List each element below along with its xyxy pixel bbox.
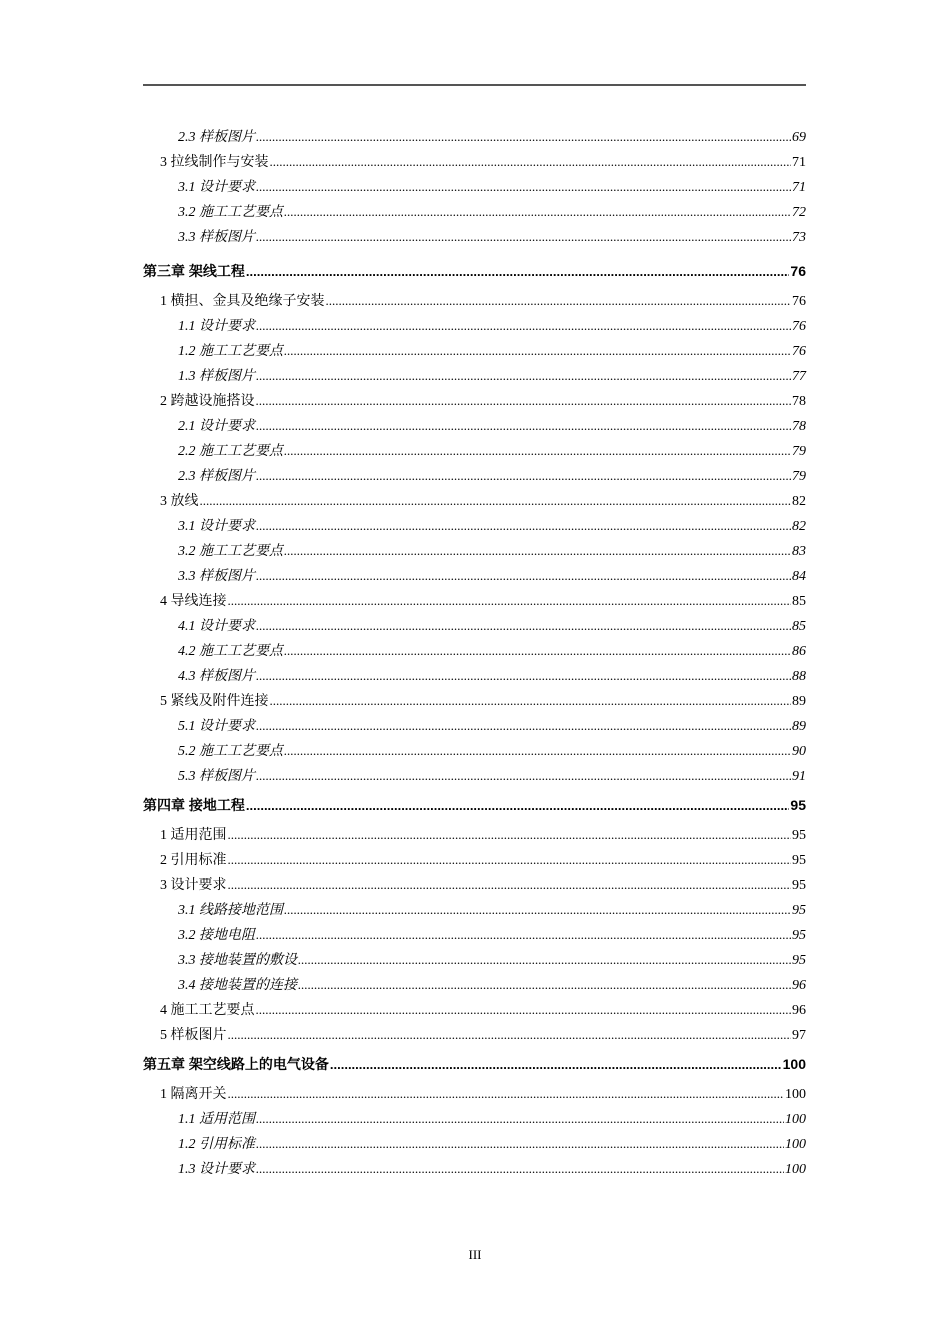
- toc-entry-page: 100: [785, 1087, 806, 1102]
- page-number: III: [468, 1247, 482, 1262]
- toc-entry-page: 95: [790, 797, 806, 813]
- toc-entry-label: 4 施工工艺要点: [160, 1003, 255, 1018]
- toc-entry-page: 95: [792, 878, 806, 893]
- toc-entry-label: 4.2 施工工艺要点: [178, 644, 283, 659]
- toc-dot-leader: [330, 1047, 782, 1082]
- toc-entry-label: 3.4 接地装置的连接: [178, 978, 297, 993]
- toc-entry-page: 96: [792, 1003, 806, 1018]
- toc-dot-leader: [228, 1022, 792, 1048]
- toc-subsection-entry[interactable]: [143, 1156, 806, 1181]
- toc-entry-label: 1 适用范围: [160, 828, 227, 843]
- toc-entry-label: 第五章 架空线路上的电气设备: [143, 1056, 329, 1072]
- toc-dot-leader: [256, 1106, 784, 1132]
- toc-entry-page: 79: [792, 444, 806, 459]
- toc-dot-leader: [284, 638, 791, 664]
- toc-entry-page: 71: [792, 180, 806, 195]
- toc-entry-page: 89: [792, 694, 806, 709]
- toc-entry-label: 5 样板图片: [160, 1028, 227, 1043]
- toc-section-entry[interactable]: [143, 1022, 806, 1047]
- toc-dot-leader: [256, 1131, 784, 1157]
- toc-entry-label: 第三章 架线工程: [143, 263, 245, 279]
- toc-section-entry[interactable]: [143, 872, 806, 897]
- toc-subsection-entry[interactable]: [143, 124, 806, 149]
- toc-entry-label: 2.3 样板图片: [178, 130, 255, 145]
- toc-entry-label: 3.2 施工工艺要点: [178, 205, 283, 220]
- toc-section-entry[interactable]: [143, 1081, 806, 1106]
- toc-dot-leader: [228, 588, 792, 614]
- toc-entry-label: 2.3 样板图片: [178, 469, 255, 484]
- toc-chapter-entry[interactable]: [143, 788, 806, 822]
- toc-dot-leader: [284, 438, 791, 464]
- toc-dot-leader: [284, 738, 791, 764]
- toc-entry-label: 3.2 施工工艺要点: [178, 544, 283, 559]
- toc-dot-leader: [256, 124, 791, 150]
- toc-entry-label: 2 引用标准: [160, 853, 227, 868]
- toc-dot-leader: [228, 1081, 785, 1107]
- toc-entry-page: 100: [785, 1137, 806, 1152]
- toc-section-entry[interactable]: [143, 588, 806, 613]
- toc-entry-page: 82: [792, 519, 806, 534]
- toc-subsection-entry[interactable]: [143, 763, 806, 788]
- toc-entry-page: 76: [792, 344, 806, 359]
- toc-subsection-entry[interactable]: [143, 413, 806, 438]
- toc-dot-leader: [298, 947, 791, 973]
- toc-dot-leader: [256, 997, 792, 1023]
- toc-subsection-entry[interactable]: [143, 438, 806, 463]
- toc-subsection-entry[interactable]: [143, 513, 806, 538]
- toc-dot-leader: [256, 463, 791, 489]
- toc-dot-leader: [256, 763, 791, 789]
- toc-dot-leader: [228, 872, 792, 898]
- toc-section-entry[interactable]: [143, 688, 806, 713]
- toc-entry-label: 3.1 设计要求: [178, 519, 255, 534]
- toc-entry-label: 2.2 施工工艺要点: [178, 444, 283, 459]
- toc-entry-page: 96: [792, 978, 806, 993]
- toc-entry-label: 2 跨越设施搭设: [160, 394, 255, 409]
- toc-subsection-entry[interactable]: [143, 638, 806, 663]
- toc-dot-leader: [256, 174, 791, 200]
- toc-entry-page: 69: [792, 130, 806, 145]
- toc-entry-page: 95: [792, 928, 806, 943]
- toc-entry-label: 3 放线: [160, 494, 199, 509]
- toc-entry-page: 95: [792, 903, 806, 918]
- toc-dot-leader: [256, 388, 792, 414]
- toc-dot-leader: [200, 488, 792, 514]
- toc-dot-leader: [298, 972, 791, 998]
- toc-entry-page: 91: [792, 769, 806, 784]
- toc-subsection-entry[interactable]: [143, 338, 806, 363]
- toc-entry-page: 76: [792, 319, 806, 334]
- toc-entry-label: 1.3 设计要求: [178, 1162, 255, 1177]
- toc-entry-label: 3.2 接地电阻: [178, 928, 255, 943]
- toc-chapter-entry[interactable]: [143, 254, 806, 288]
- toc-entry-page: 73: [792, 230, 806, 245]
- toc-entry-label: 5.1 设计要求: [178, 719, 255, 734]
- toc-dot-leader: [228, 847, 792, 873]
- toc-dot-leader: [256, 613, 791, 639]
- toc-entry-page: 85: [792, 594, 806, 609]
- toc-section-entry[interactable]: [143, 288, 806, 313]
- toc-dot-leader: [256, 513, 791, 539]
- toc-entry-label: 1.2 施工工艺要点: [178, 344, 283, 359]
- toc-dot-leader: [256, 922, 791, 948]
- toc-subsection-entry[interactable]: [143, 738, 806, 763]
- toc-entry-label: 5.3 样板图片: [178, 769, 255, 784]
- toc-dot-leader: [256, 363, 791, 389]
- toc-section-entry[interactable]: [143, 149, 806, 174]
- toc-subsection-entry[interactable]: [143, 463, 806, 488]
- toc-subsection-entry[interactable]: [143, 713, 806, 738]
- toc-dot-leader: [256, 1156, 784, 1182]
- toc-entry-label: 1.3 样板图片: [178, 369, 255, 384]
- toc-dot-leader: [246, 788, 790, 823]
- toc-entry-label: 4.1 设计要求: [178, 619, 255, 634]
- toc-subsection-entry[interactable]: [143, 199, 806, 224]
- toc-entry-label: 2.1 设计要求: [178, 419, 255, 434]
- toc-subsection-entry[interactable]: [143, 1131, 806, 1156]
- toc-entry-page: 100: [785, 1162, 806, 1177]
- toc-entry-page: 76: [792, 294, 806, 309]
- toc-entry-page: 95: [792, 953, 806, 968]
- toc-dot-leader: [284, 897, 791, 923]
- toc-entry-page: 88: [792, 669, 806, 684]
- toc-subsection-entry[interactable]: [143, 897, 806, 922]
- toc-entry-page: 83: [792, 544, 806, 559]
- toc-entry-page: 85: [792, 619, 806, 634]
- toc-dot-leader: [256, 413, 791, 439]
- toc-entry-label: 3.3 样板图片: [178, 230, 255, 245]
- toc-subsection-entry[interactable]: [143, 563, 806, 588]
- toc-entry-page: 76: [790, 263, 806, 279]
- toc-subsection-entry[interactable]: [143, 972, 806, 997]
- toc-subsection-entry[interactable]: [143, 224, 806, 249]
- toc-entry-page: 79: [792, 469, 806, 484]
- toc-entry-label: 1 横担、金具及绝缘子安装: [160, 294, 325, 309]
- toc-dot-leader: [284, 199, 791, 225]
- toc-section-entry[interactable]: [143, 488, 806, 513]
- toc-dot-leader: [256, 663, 791, 689]
- toc-entry-label: 3 设计要求: [160, 878, 227, 893]
- toc-entry-page: 100: [785, 1112, 806, 1127]
- toc-dot-leader: [326, 288, 792, 314]
- toc-section-entry[interactable]: [143, 388, 806, 413]
- toc-dot-leader: [246, 254, 790, 289]
- toc-entry-page: 82: [792, 494, 806, 509]
- toc-dot-leader: [228, 822, 792, 848]
- toc-entry-label: 第四章 接地工程: [143, 797, 245, 813]
- toc-entry-page: 72: [792, 205, 806, 220]
- toc-entry-label: 3.3 接地装置的敷设: [178, 953, 297, 968]
- toc-entry-page: 78: [792, 419, 806, 434]
- toc-section-entry[interactable]: [143, 997, 806, 1022]
- toc-subsection-entry[interactable]: [143, 174, 806, 199]
- toc-entry-label: 5.2 施工工艺要点: [178, 744, 283, 759]
- toc-subsection-entry[interactable]: [143, 922, 806, 947]
- toc-dot-leader: [256, 313, 791, 339]
- header-rule: [143, 84, 806, 86]
- toc-subsection-entry[interactable]: [143, 663, 806, 688]
- toc-entry-page: 89: [792, 719, 806, 734]
- toc-dot-leader: [270, 149, 792, 175]
- toc-entry-page: 71: [792, 155, 806, 170]
- toc-dot-leader: [256, 713, 791, 739]
- toc-entry-label: 3 拉线制作与安装: [160, 155, 269, 170]
- toc-dot-leader: [284, 538, 791, 564]
- toc-entry-page: 84: [792, 569, 806, 584]
- toc-entry-label: 1.1 适用范围: [178, 1112, 255, 1127]
- toc-entry-label: 3.1 设计要求: [178, 180, 255, 195]
- toc-entry-page: 97: [792, 1028, 806, 1043]
- toc-entry-label: 4 导线连接: [160, 594, 227, 609]
- toc-dot-leader: [256, 563, 791, 589]
- toc-subsection-entry[interactable]: [143, 613, 806, 638]
- toc-section-entry[interactable]: [143, 822, 806, 847]
- toc-entry-label: 4.3 样板图片: [178, 669, 255, 684]
- toc-subsection-entry[interactable]: [143, 363, 806, 388]
- toc-dot-leader: [256, 224, 791, 250]
- toc-entry-label: 3.1 线路接地范围: [178, 903, 283, 918]
- toc-entry-label: 3.3 样板图片: [178, 569, 255, 584]
- table-of-contents: [143, 124, 806, 1181]
- toc-subsection-entry[interactable]: [143, 538, 806, 563]
- toc-subsection-entry[interactable]: [143, 1106, 806, 1131]
- toc-entry-page: 95: [792, 853, 806, 868]
- toc-chapter-entry[interactable]: [143, 1047, 806, 1081]
- toc-entry-label: 1 隔离开关: [160, 1087, 227, 1102]
- toc-entry-page: 86: [792, 644, 806, 659]
- toc-dot-leader: [270, 688, 792, 714]
- toc-entry-page: 77: [792, 369, 806, 384]
- toc-entry-label: 1.1 设计要求: [178, 319, 255, 334]
- toc-entry-page: 90: [792, 744, 806, 759]
- toc-entry-label: 5 紧线及附件连接: [160, 694, 269, 709]
- toc-entry-label: 1.2 引用标准: [178, 1137, 255, 1152]
- toc-subsection-entry[interactable]: [143, 313, 806, 338]
- toc-entry-page: 78: [792, 394, 806, 409]
- toc-dot-leader: [284, 338, 791, 364]
- toc-subsection-entry[interactable]: [143, 947, 806, 972]
- toc-entry-page: 95: [792, 828, 806, 843]
- toc-section-entry[interactable]: [143, 847, 806, 872]
- toc-entry-page: 100: [782, 1056, 806, 1072]
